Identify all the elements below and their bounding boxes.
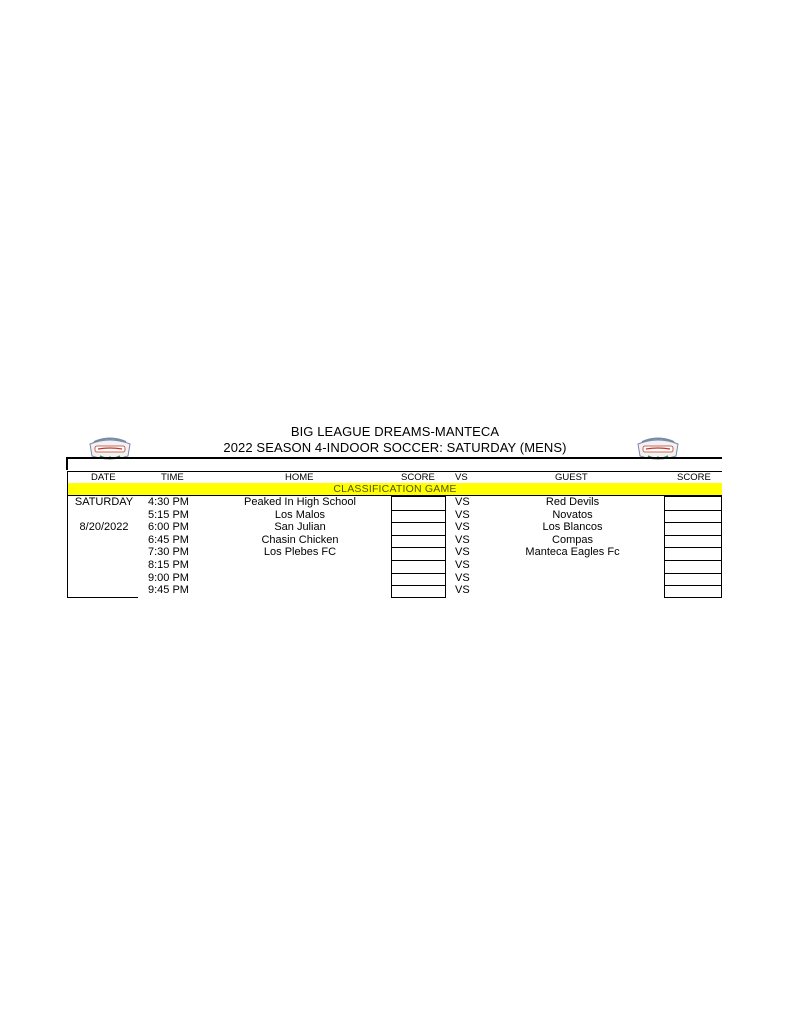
home-score-cell-divider: [391, 547, 446, 548]
big-league-dreams-logo-left: [86, 434, 134, 464]
guest-score-cell-divider: [664, 573, 722, 574]
game-vs: VS: [455, 496, 470, 508]
guest-score-cell-divider: [664, 547, 722, 548]
guest-score-cell-divider: [664, 522, 722, 523]
col-header-time: TIME: [161, 472, 184, 483]
game-time: 8:15 PM: [148, 559, 189, 571]
game-home-team: San Julian: [274, 521, 326, 533]
game-vs: VS: [455, 521, 470, 533]
game-guest-team: Novatos: [552, 509, 593, 521]
game-home-team: Los Malos: [274, 509, 326, 521]
home-score-cell-divider: [391, 522, 446, 523]
game-time: 7:30 PM: [148, 546, 189, 558]
page-title: BIG LEAGUE DREAMS-MANTECA: [290, 424, 500, 439]
game-time: 4:30 PM: [148, 496, 189, 508]
col-header-vs: VS: [455, 472, 468, 483]
col-header-home-score: SCORE: [401, 472, 435, 483]
home-score-cell-divider: [391, 573, 446, 574]
game-vs: VS: [455, 584, 470, 596]
home-score-cell-divider: [391, 510, 446, 511]
game-time: 9:00 PM: [148, 572, 189, 584]
table-top-tick: [66, 457, 68, 470]
game-guest-team: Red Devils: [545, 496, 600, 508]
game-vs: VS: [455, 572, 470, 584]
game-time: 6:45 PM: [148, 534, 189, 546]
game-vs: VS: [455, 546, 470, 558]
game-guest-team: Los Blancos: [542, 521, 603, 533]
game-guest-team: Compas: [552, 534, 593, 546]
guest-score-cell-divider: [664, 560, 722, 561]
table-top-border: [67, 457, 722, 459]
guest-score-cell-divider: [664, 535, 722, 536]
home-score-cell-divider: [391, 585, 446, 586]
game-home-team: Los Plebes FC: [263, 546, 337, 558]
game-vs: VS: [455, 509, 470, 521]
game-guest-team: Manteca Eagles Fc: [525, 546, 620, 558]
page-subtitle: 2022 SEASON 4-INDOOR SOCCER: SATURDAY (MENS): [223, 440, 567, 455]
col-header-date: DATE: [91, 472, 116, 483]
home-score-cell-divider: [391, 535, 446, 536]
home-score-cell-divider: [391, 560, 446, 561]
game-time: 6:00 PM: [148, 521, 189, 533]
col-header-home: HOME: [285, 472, 314, 483]
section-label: CLASSIFICATION GAME: [333, 483, 457, 495]
game-vs: VS: [455, 559, 470, 571]
col-header-guest-score: SCORE: [677, 472, 711, 483]
game-home-team: Chasin Chicken: [261, 534, 339, 546]
date-value: 8/20/2022: [79, 521, 129, 533]
big-league-dreams-logo-right: [634, 434, 682, 464]
guest-score-cell-divider: [664, 510, 722, 511]
game-home-team: Peaked In High School: [244, 496, 356, 508]
date-bottom-border: [67, 597, 138, 598]
col-header-guest: GUEST: [555, 472, 588, 483]
game-vs: VS: [455, 534, 470, 546]
date-day: SATURDAY: [74, 496, 134, 508]
guest-score-cell-divider: [664, 585, 722, 586]
game-time: 5:15 PM: [148, 509, 189, 521]
game-time: 9:45 PM: [148, 584, 189, 596]
